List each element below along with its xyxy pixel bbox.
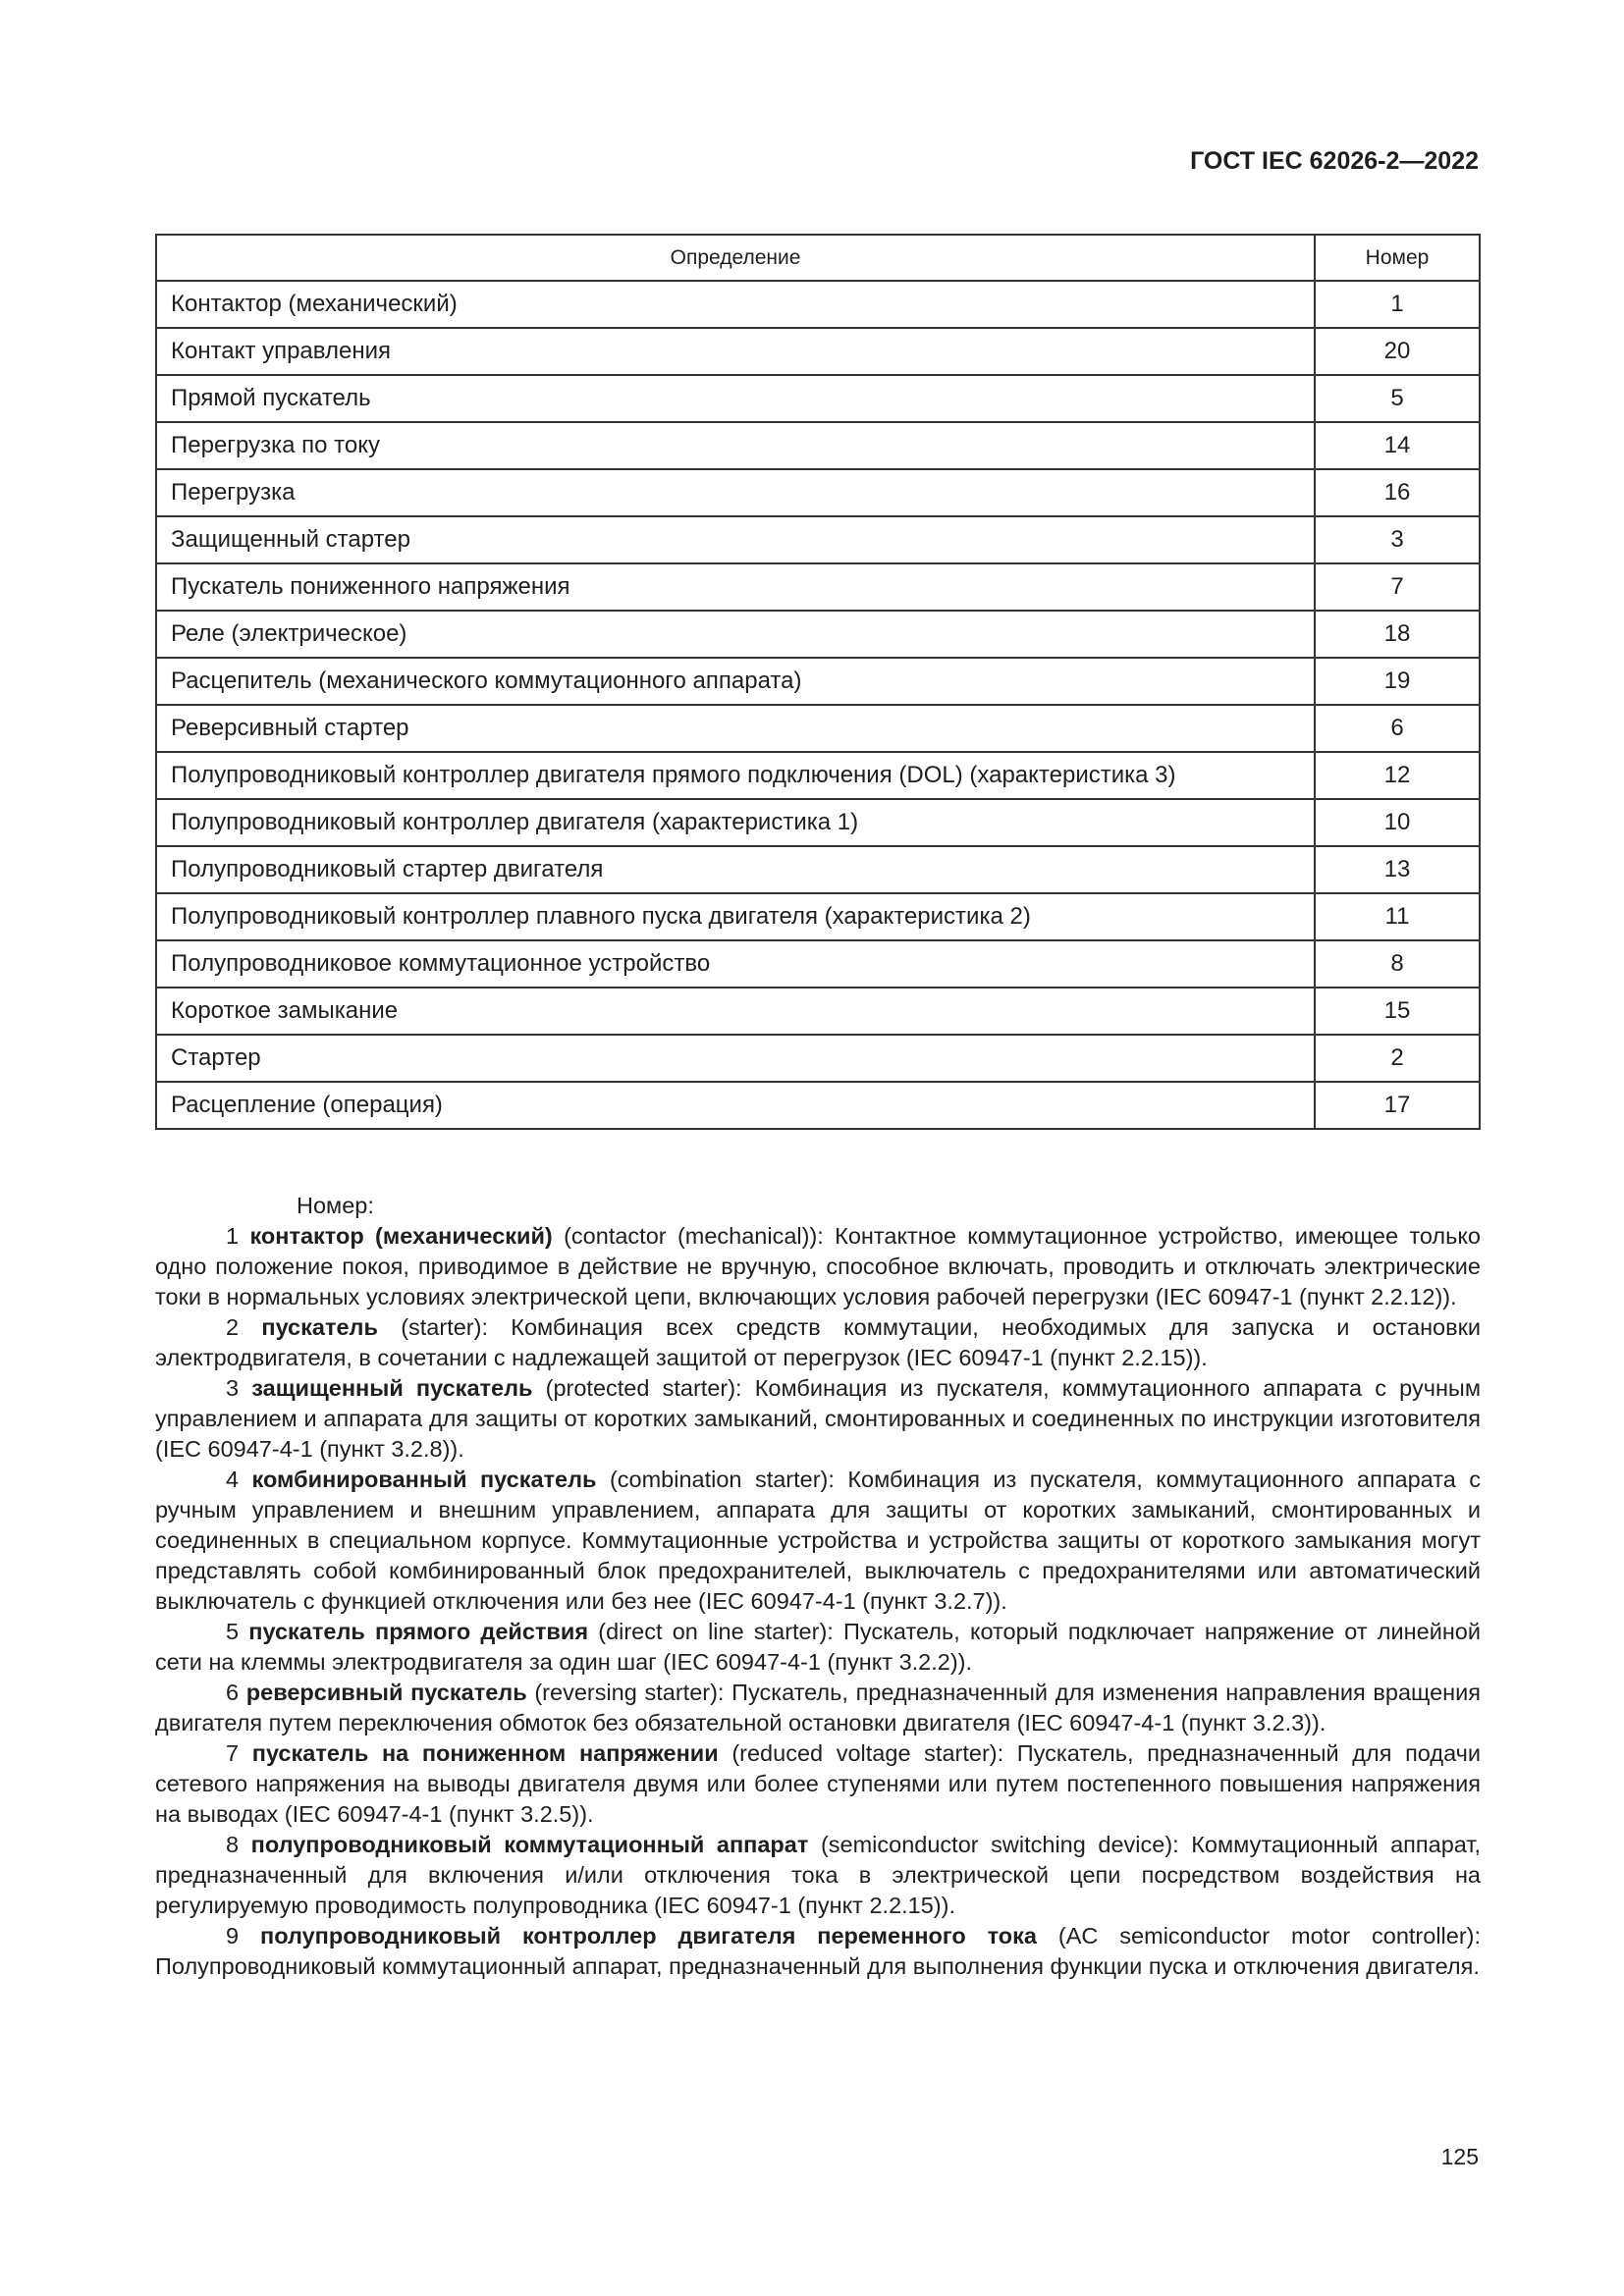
note-term: полупроводниковый контроллер двигателя переменного тока bbox=[260, 1923, 1037, 1949]
note-text: (combination starter): Комбинация из пускателя, коммутационного аппарата с ручным управлением и внешним управлением, аппарата для защиты от коротких замыканий, смонтированных и соединенных в специальном корпусе. Коммутационные устройства и устройства защиты от короткого замыкания могут представлять собой комбинированный блок предохранителей, выключатель с предохранителями или автоматический выключатель с функцией отключения или без нее (IEC 60947-4-1 (пункт 3.2.7)). bbox=[155, 1467, 1482, 1614]
table-row bbox=[156, 563, 1480, 611]
definition-cell: Полупроводниковый контроллер двигателя прямого подключения (DOL) (характеристика 3) bbox=[156, 752, 1315, 799]
note-paragraph bbox=[155, 1465, 1481, 1617]
table-row bbox=[156, 1082, 1480, 1129]
number-cell: 8 bbox=[1315, 940, 1480, 988]
note-number: 9 bbox=[226, 1923, 240, 1949]
note-paragraph bbox=[155, 1678, 1481, 1738]
note-term: пускатель bbox=[261, 1314, 378, 1340]
number-cell: 16 bbox=[1315, 469, 1480, 516]
table-row bbox=[156, 752, 1480, 799]
number-cell: 7 bbox=[1315, 563, 1480, 611]
note-term: пускатель на пониженном напряжении bbox=[251, 1740, 719, 1766]
note-paragraph bbox=[155, 1221, 1481, 1312]
table-header-row bbox=[156, 235, 1480, 281]
document-code: ГОСТ IEC 62026-2—2022 bbox=[1190, 147, 1479, 175]
definition-cell: Пускатель пониженного напряжения bbox=[156, 563, 1315, 611]
definitions-notes bbox=[155, 1191, 1481, 1982]
note-paragraph bbox=[155, 1830, 1481, 1921]
definition-cell: Полупроводниковое коммутационное устройство bbox=[156, 940, 1315, 988]
definition-cell: Контактор (механический) bbox=[156, 281, 1315, 328]
note-text: (direct on line starter): Пускатель, который подключает напряжение от линейной сети на клеммы электродвигателя за один шаг (IEC 60947-4-1 (пункт 3.2.2)). bbox=[155, 1619, 1481, 1675]
note-term: защищенный пускатель bbox=[251, 1375, 533, 1401]
number-cell: 5 bbox=[1315, 375, 1480, 422]
note-number: 6 bbox=[226, 1680, 240, 1705]
table-row bbox=[156, 893, 1480, 940]
number-cell: 6 bbox=[1315, 705, 1480, 752]
number-cell: 17 bbox=[1315, 1082, 1480, 1129]
table-row bbox=[156, 1035, 1480, 1082]
number-cell: 1 bbox=[1315, 281, 1480, 328]
definition-cell: Расцепитель (механического коммутационного аппарата) bbox=[156, 658, 1315, 705]
definition-cell: Реле (электрическое) bbox=[156, 611, 1315, 658]
table-row bbox=[156, 281, 1480, 328]
definition-cell: Полупроводниковый контроллер двигателя (характеристика 1) bbox=[156, 799, 1315, 846]
note-text: (AC semiconductor motor controller): Полупроводниковый коммутационный аппарат, предназначенный для выполнения функции пуска и отключения двигателя. bbox=[155, 1923, 1482, 1979]
number-cell: 13 bbox=[1315, 846, 1480, 893]
note-term: комбинированный пускатель bbox=[251, 1467, 597, 1492]
note-number: 8 bbox=[226, 1832, 240, 1857]
number-cell: 15 bbox=[1315, 988, 1480, 1035]
definition-cell: Контакт управления bbox=[156, 328, 1315, 375]
table-row bbox=[156, 658, 1480, 705]
number-cell: 14 bbox=[1315, 422, 1480, 469]
table-row bbox=[156, 988, 1480, 1035]
note-text: (reduced voltage starter): Пускатель, предназначенный для подачи сетевого напряжения на выводы двигателя двумя или более ступенями или путем постепенного повышения напряжения на выводах (IEC 60947-4-1 (пункт 3.2.5)). bbox=[155, 1740, 1482, 1827]
table-row bbox=[156, 469, 1480, 516]
note-paragraph bbox=[155, 1617, 1481, 1678]
number-cell: 11 bbox=[1315, 893, 1480, 940]
table-row bbox=[156, 375, 1480, 422]
note-number: 7 bbox=[226, 1740, 240, 1766]
note-paragraph bbox=[155, 1373, 1481, 1465]
table-row bbox=[156, 516, 1480, 563]
note-text: (reversing starter): Пускатель, предназначенный для изменения направления вращения двигателя путем переключения обмоток без обязательной остановки двигателя (IEC 60947-4-1 (пункт 3.2.3)). bbox=[155, 1680, 1481, 1735]
table-row bbox=[156, 611, 1480, 658]
number-cell: 20 bbox=[1315, 328, 1480, 375]
note-paragraph bbox=[155, 1312, 1481, 1373]
table-row bbox=[156, 799, 1480, 846]
definition-cell: Реверсивный стартер bbox=[156, 705, 1315, 752]
note-number: 2 bbox=[226, 1314, 240, 1340]
number-cell: 10 bbox=[1315, 799, 1480, 846]
note-number: 5 bbox=[226, 1619, 240, 1644]
table-row bbox=[156, 422, 1480, 469]
definition-cell: Короткое замыкание bbox=[156, 988, 1315, 1035]
table-row bbox=[156, 705, 1480, 752]
note-number: 1 bbox=[226, 1223, 240, 1249]
note-text: (semiconductor switching device): Коммутационный аппарат, предназначенный для включения и/или отключения тока в электрической цепи посредством воздействия на регулируемую проводимость полупроводника (IEC 60947-1 (пункт 2.2.15)). bbox=[155, 1832, 1481, 1918]
column-header-number: Номер bbox=[1315, 235, 1480, 281]
note-number: 4 bbox=[226, 1467, 240, 1492]
table-row bbox=[156, 940, 1480, 988]
table-row bbox=[156, 328, 1480, 375]
definition-cell: Защищенный стартер bbox=[156, 516, 1315, 563]
note-term: полупроводниковый коммутационный аппарат bbox=[250, 1832, 809, 1857]
note-text: (starter): Комбинация всех средств коммутации, необходимых для запуска и остановки электродвигателя, в сочетании с надлежащей защитой от перегрузок (IEC 60947-1 (пункт 2.2.15)). bbox=[155, 1314, 1482, 1370]
column-header-definition: Определение bbox=[156, 235, 1315, 281]
definitions-table bbox=[155, 234, 1481, 1130]
definition-cell: Полупроводниковый стартер двигателя bbox=[156, 846, 1315, 893]
definition-cell: Стартер bbox=[156, 1035, 1315, 1082]
note-paragraph bbox=[155, 1738, 1481, 1830]
note-term: пускатель прямого действия bbox=[248, 1619, 589, 1644]
note-number: 3 bbox=[226, 1375, 240, 1401]
definition-cell: Перегрузка bbox=[156, 469, 1315, 516]
number-cell: 2 bbox=[1315, 1035, 1480, 1082]
page-number: 125 bbox=[1440, 2144, 1479, 2169]
definition-cell: Перегрузка по току bbox=[156, 422, 1315, 469]
note-term: реверсивный пускатель bbox=[245, 1680, 527, 1705]
number-cell: 18 bbox=[1315, 611, 1480, 658]
number-cell: 19 bbox=[1315, 658, 1480, 705]
number-cell: 12 bbox=[1315, 752, 1480, 799]
number-cell: 3 bbox=[1315, 516, 1480, 563]
notes-label: Номер: bbox=[297, 1193, 374, 1218]
definition-cell: Расцепление (операция) bbox=[156, 1082, 1315, 1129]
note-text: (contactor (mechanical)): Контактное коммутационное устройство, имеющее только одно положение покоя, приводимое в действие не вручную, способное включать, проводить и отключать электрические токи в нормальных условиях электрической цепи, включающих условия рабочей перегрузки (IEC 60947-1 (пункт 2.2.12)). bbox=[155, 1223, 1481, 1309]
definition-cell: Полупроводниковый контроллер плавного пуска двигателя (характеристика 2) bbox=[156, 893, 1315, 940]
definition-cell: Прямой пускатель bbox=[156, 375, 1315, 422]
note-text: (protected starter): Комбинация из пускателя, коммутационного аппарата с ручным управлением и аппарата для защиты от коротких замыканий, смонтированных и соединенных по инструкции изготовителя (IEC 60947-4-1 (пункт 3.2.8)). bbox=[155, 1375, 1481, 1462]
note-term: контактор (механический) bbox=[249, 1223, 553, 1249]
note-paragraph bbox=[155, 1921, 1481, 1982]
table-row bbox=[156, 846, 1480, 893]
